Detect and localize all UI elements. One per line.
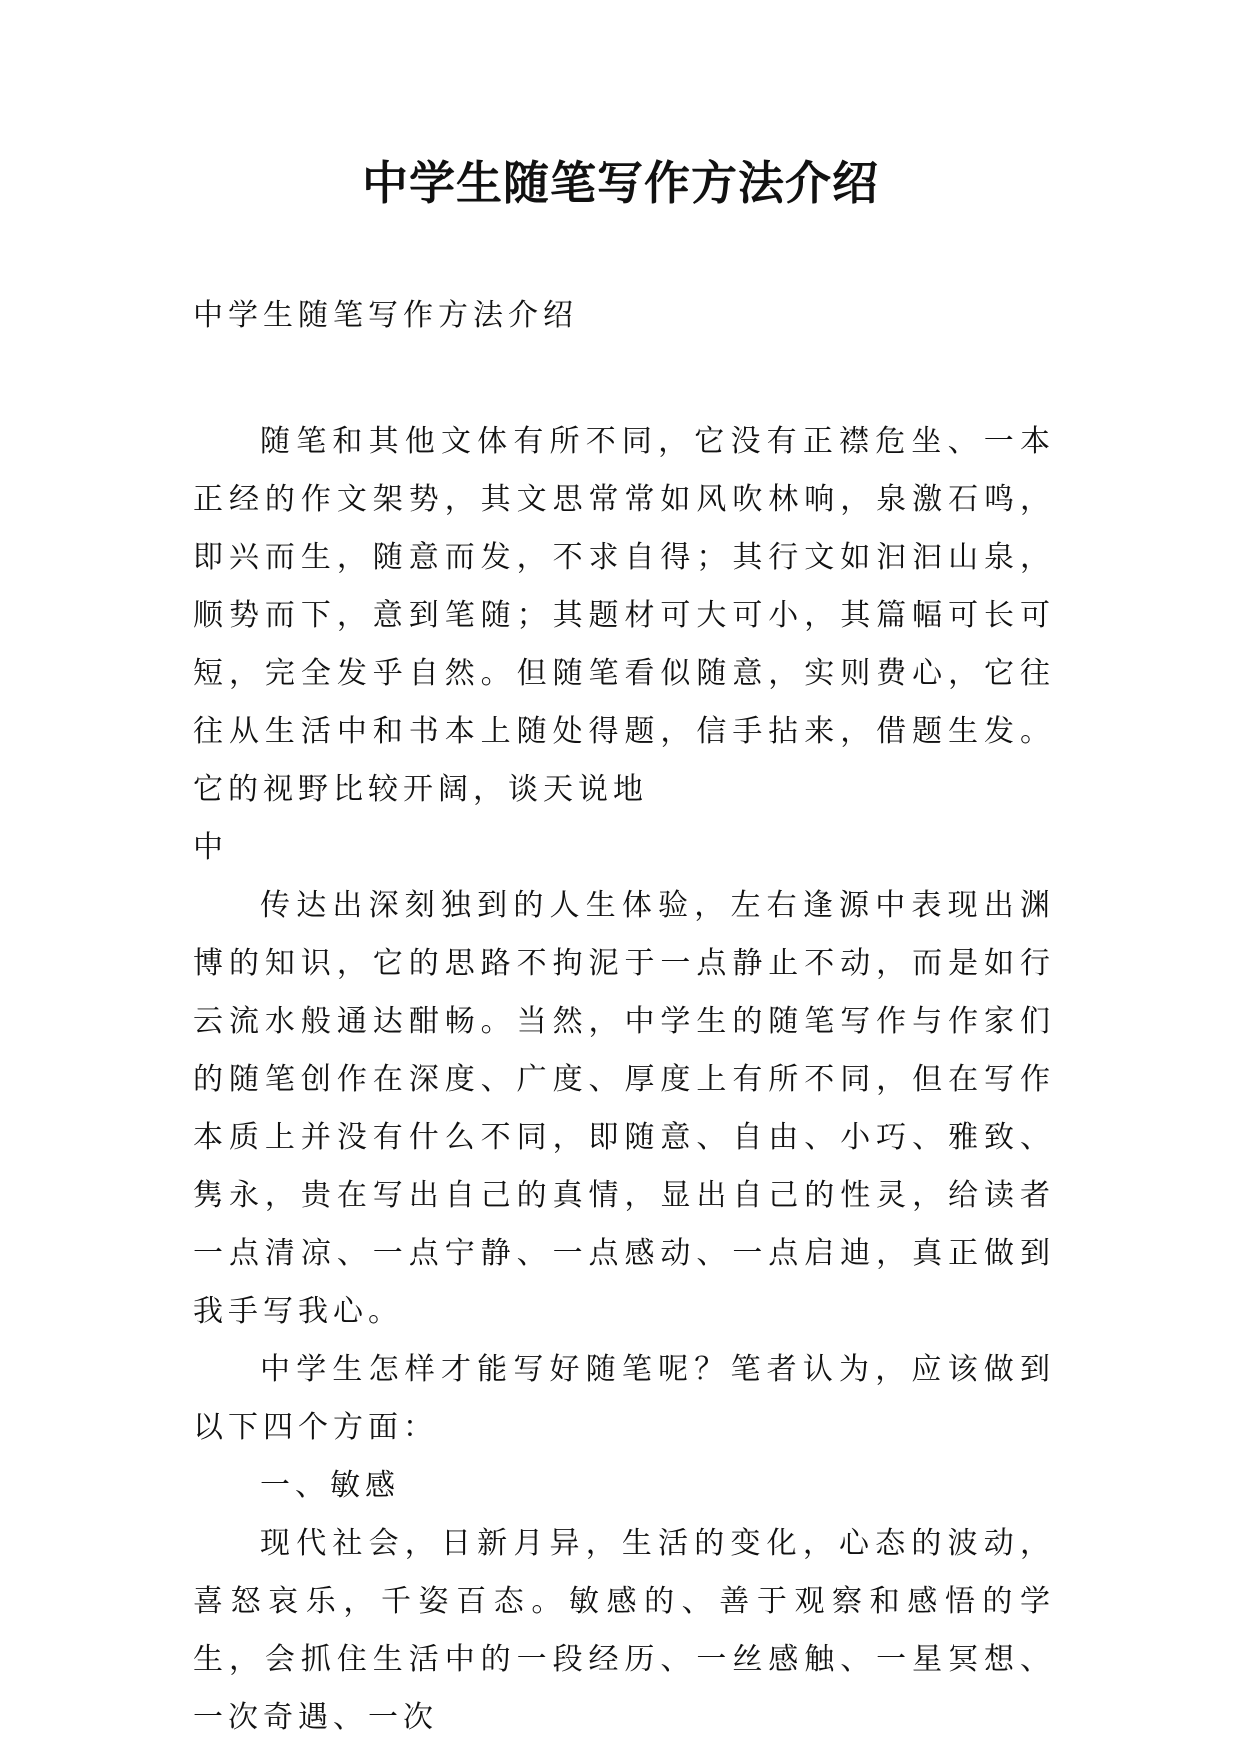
paragraph-question: 中学生怎样才能写好随笔呢？笔者认为，应该做到以下四个方面：: [193, 1352, 1055, 1445]
section-spacer: [193, 345, 1055, 413]
document-title: 中学生随笔写作方法介绍: [362, 156, 879, 210]
document-subtitle: 中学生随笔写作方法介绍: [193, 298, 578, 333]
document-body: [193, 287, 1055, 1747]
paragraph-fragment: 中: [193, 830, 228, 865]
section-heading-sensitivity: 一、敏感: [260, 1468, 400, 1503]
paragraph-sensitivity: 现代社会，日新月异，生活的变化，心态的波动，喜怒哀乐，千姿百态。敏感的、善于观察和感悟的学生，会抓住生活中的一段经历、一丝感触、一星冥想、一次奇遇、一次: [193, 1526, 1055, 1735]
paragraph-intro: 随笔和其他文体有所不同，它没有正襟危坐、一本正经的作文架势，其文思常常如风吹林响，泉激石鸣，即兴而生，随意而发，不求自得；其行文如汩汩山泉，顺势而下，意到笔随；其题材可大可小，其篇幅可长可短，完全发乎自然。但随笔看似随意，实则费心，它往往从生活中和书本上随处得题，信手拈来，借题生发。它的视野比较开阔，谈天说地: [193, 424, 1055, 807]
paragraph-experience: 传达出深刻独到的人生体验，左右逢源中表现出渊博的知识，它的思路不拘泥于一点静止不动，而是如行云流水般通达酣畅。当然，中学生的随笔写作与作家们的随笔创作在深度、广度、厚度上有所不同，但在写作本质上并没有什么不同，即随意、自由、小巧、雅致、隽永，贵在写出自己的真情，显出自己的性灵，给读者一点清凉、一点宁静、一点感动、一点启迪，真正做到我手写我心。: [193, 888, 1055, 1329]
